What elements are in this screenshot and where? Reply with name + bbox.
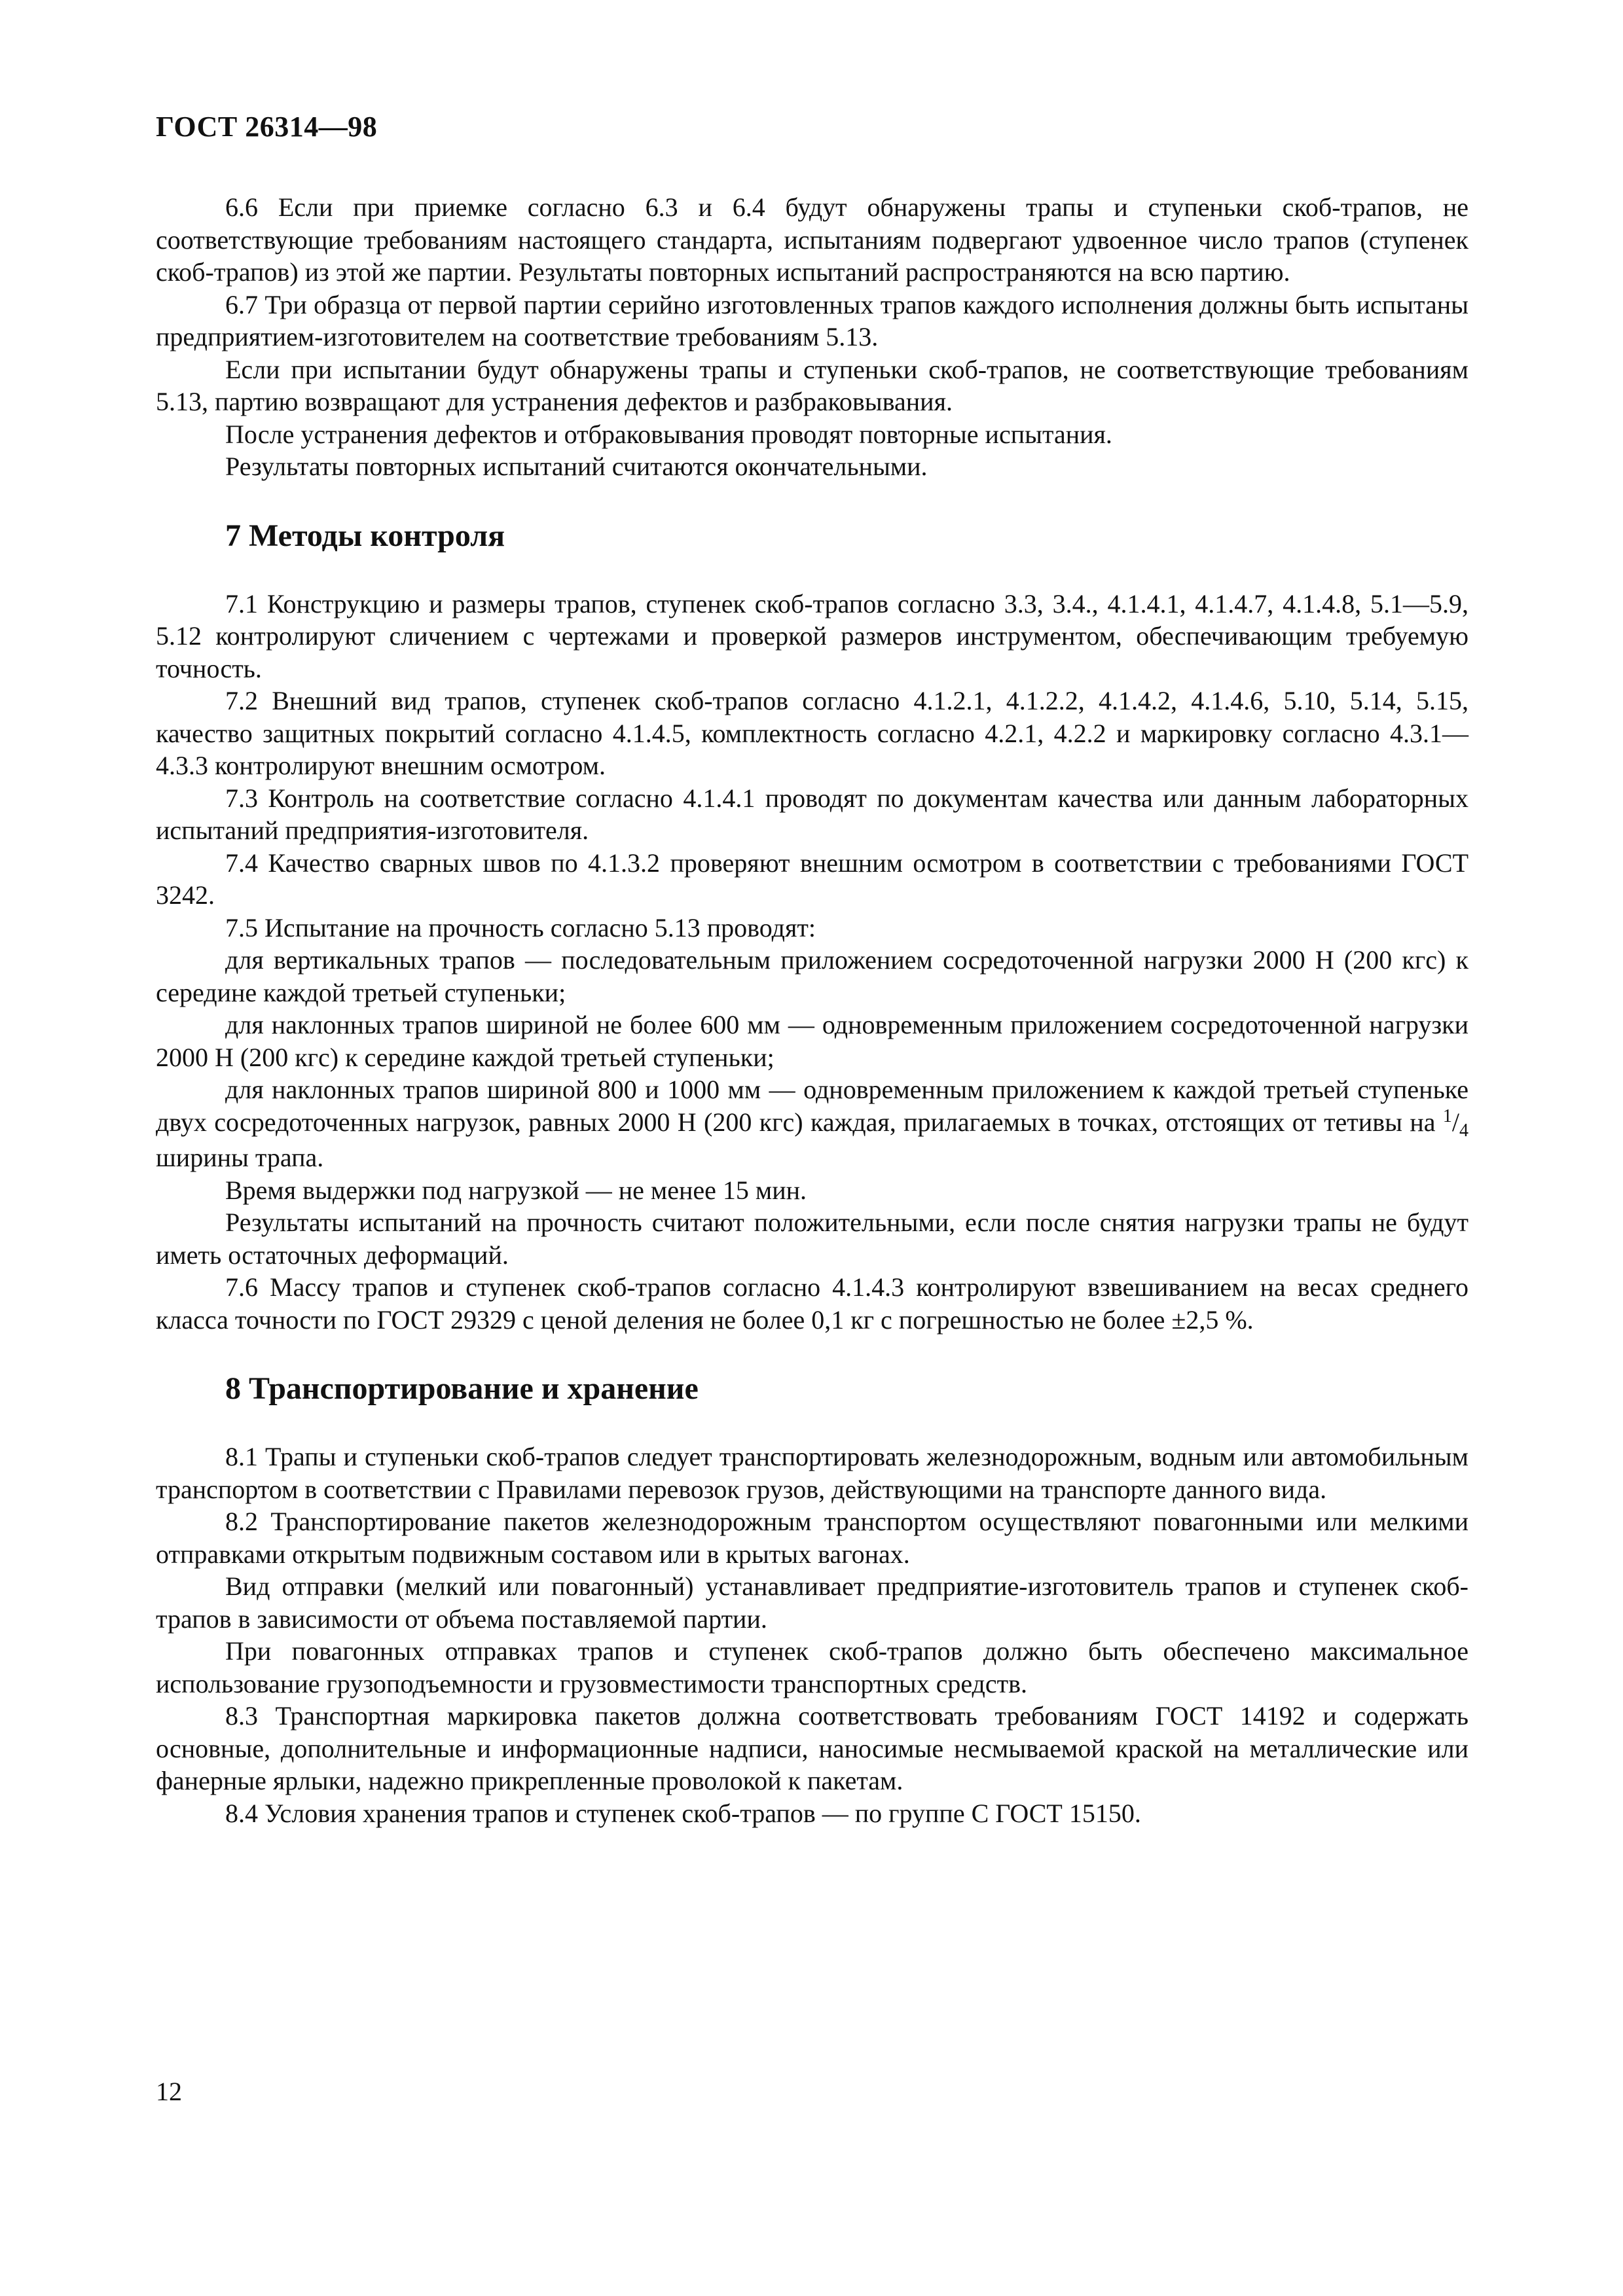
paragraph-with-fraction xyxy=(156,1073,1468,1174)
paragraph-7-3: 7.3 Контроль на соответствие согласно 4.1.4.1 проводят по документам качества или данным лабораторных испытаний предприятия-изготовителя. xyxy=(156,783,1468,845)
text-run: ширины трапа. xyxy=(156,1143,324,1172)
paragraph: Время выдержки под нагрузкой — не менее 15 мин. xyxy=(225,1175,807,1205)
paragraph-7-4: 7.4 Качество сварных швов по 4.1.3.2 проверяют внешним осмотром в соответствии с требованиями ГОСТ 3242. xyxy=(156,848,1468,910)
fraction-numerator: 1 xyxy=(1442,1105,1452,1126)
fraction-slash: / xyxy=(1451,1107,1459,1137)
page-number: 12 xyxy=(156,2077,182,2106)
paragraph: Вид отправки (мелкий или повагонный) устанавливает предприятие-изготовитель трапов и ступенек скоб-трапов в зависимости от объема поставляемой партии. xyxy=(156,1571,1468,1634)
paragraph-7-6: 7.6 Массу трапов и ступенек скоб-трапов согласно 4.1.4.3 контролируют взвешиванием на весах среднего класса точности по ГОСТ 29329 с ценой деления не более 0,1 кг с погрешностью не более ±2,5 %. xyxy=(156,1272,1468,1335)
paragraph-6-6: 6.6 Если при приемке согласно 6.3 и 6.4 будут обнаружены трапы и ступеньки скоб-трапов, не соответствующие требованиям настоящего стандарта, испытаниям подвергают удвоенное число трапов (ступенек скоб-трапов) из этой же партии. Результаты повторных испытаний распространяются на всю партию. xyxy=(156,192,1468,287)
document-body xyxy=(156,191,1468,1829)
paragraph-8-2: 8.2 Транспортирование пакетов железнодорожным транспортом осуществляют повагонными или мелкими отправками открытым подвижным составом или в крытых вагонах. xyxy=(156,1507,1468,1569)
paragraph: Результаты испытаний на прочность считают положительными, если после снятия нагрузки трапы не будут иметь остаточных деформаций. xyxy=(156,1208,1468,1270)
paragraph-6-7: 6.7 Три образца от первой партии серийно изготовленных трапов каждого исполнения должны быть испытаны предприятием-изготовителем на соответствие требованиям 5.13. xyxy=(156,289,1468,351)
paragraph: Результаты повторных испытаний считаются окончательными. xyxy=(225,452,928,481)
text-run: для наклонных трапов шириной 800 и 1000 мм — одновременным приложением к каждой третьей ступеньке двух сосредоточенных нагрузок, равных 2000 Н (200 кгс) каждая, прилагаемых в точках, отстоящих от тетивы на xyxy=(156,1075,1468,1137)
paragraph: для вертикальных трапов — последовательным приложением сосредоточенной нагрузки 2000 Н (200 кгс) к середине каждой третьей ступеньки; xyxy=(156,945,1468,1007)
paragraph: При повагонных отправках трапов и ступенек скоб-трапов должно быть обеспечено максимальное использование грузоподъемности и грузовместимости транспортных средств. xyxy=(156,1636,1468,1698)
paragraph-8-3: 8.3 Транспортная маркировка пакетов должна соответствовать требованиям ГОСТ 14192 и содержать основные, дополнительные и информационные надписи, наносимые несмываемой краской на металлические или фанерные ярлыки, надежно прикрепленные проволокой к пакетам. xyxy=(156,1701,1468,1795)
paragraph-7-5: 7.5 Испытание на прочность согласно 5.13 проводят: xyxy=(225,912,816,942)
paragraph-8-1: 8.1 Трапы и ступеньки скоб-трапов следует транспортировать железнодорожным, водным или автомобильным транспортом в соответствии с Правилами перевозок грузов, действующими на транспорте данного вида. xyxy=(156,1442,1468,1504)
section-8-heading: 8 Транспортирование и хранение xyxy=(225,1371,699,1406)
paragraph: Если при испытании будут обнаружены трапы и ступеньки скоб-трапов, не соответствующие требованиям 5.13, партию возвращают для устранения дефектов и разбраковывания. xyxy=(156,354,1468,416)
document-code-header: ГОСТ 26314—98 xyxy=(156,111,378,143)
section-7-heading: 7 Методы контроля xyxy=(225,518,505,553)
fraction-denominator: 4 xyxy=(1459,1120,1468,1141)
paragraph-7-1: 7.1 Конструкцию и размеры трапов, ступенек скоб-трапов согласно 3.3, 3.4., 4.1.4.1, 4.1.4.7, 4.1.4.8, 5.1—5.9, 5.12 контролируют сличением с чертежами и проверкой размеров инструментом, обеспечивающим требуемую точность. xyxy=(156,588,1468,683)
paragraph: для наклонных трапов шириной не более 600 мм — одновременным приложением сосредоточенной нагрузки 2000 Н (200 кгс) к середине каждой третьей ступеньки; xyxy=(156,1010,1468,1072)
paragraph-7-2: 7.2 Внешний вид трапов, ступенек скоб-трапов согласно 4.1.2.1, 4.1.2.2, 4.1.4.2, 4.1.4.6, 5.10, 5.14, 5.15, качество защитных покрытий согласно 4.1.4.5, комплектность согласно 4.2.1, 4.2.2 и маркировку согласно 4.3.1—4.3.3 контролируют внешним осмотром. xyxy=(156,686,1468,780)
paragraph: После устранения дефектов и отбраковывания проводят повторные испытания. xyxy=(225,419,1112,449)
paragraph-8-4: 8.4 Условия хранения трапов и ступенек скоб-трапов — по группе С ГОСТ 15150. xyxy=(225,1798,1141,1828)
